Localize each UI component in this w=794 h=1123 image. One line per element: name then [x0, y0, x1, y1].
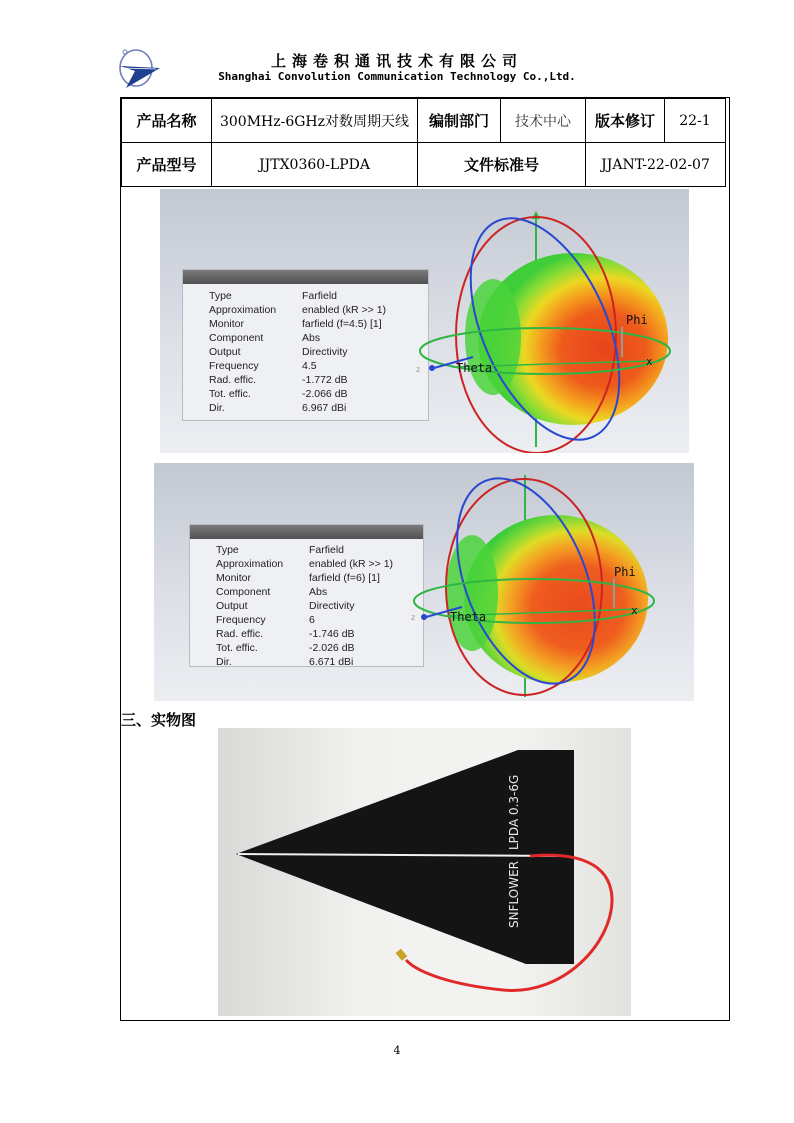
product-photo [218, 728, 631, 1016]
product-model-value: JJTX0360-LPDA [212, 143, 418, 187]
radiation-pattern-3d [160, 189, 689, 453]
company-name-en: Shanghai Convolution Communication Technology Co.,Ltd. [218, 70, 576, 83]
antenna-model-text: LPDA 0.3-6G [507, 774, 521, 850]
info-key: Rad. effic. [216, 628, 264, 640]
table-row [122, 143, 726, 187]
revision-value: 22-1 [665, 99, 726, 143]
info-key: Output [209, 346, 241, 358]
info-value: Farfield [309, 544, 345, 556]
info-key: Monitor [216, 572, 252, 584]
info-value: farfield (f=4.5) [1] [302, 318, 382, 330]
product-name-label: 产品名称 [122, 99, 212, 143]
info-value: -1.746 dB [309, 628, 355, 640]
info-key: Type [209, 290, 232, 302]
product-name-value: 300MHz-6GHz对数周期天线 [212, 99, 418, 143]
doc-number-value: JJANT-22-02-07 [586, 143, 726, 187]
farfield-plot-6ghz [154, 463, 694, 701]
info-value: 6.671 dBi [309, 656, 354, 668]
dept-value: 技术中心 [501, 99, 586, 143]
product-info-table [121, 98, 726, 187]
phi-label: Phi [614, 565, 636, 579]
company-name-cn: 上海卷积通讯技术有限公司 [270, 52, 523, 70]
info-value: enabled (kR >> 1) [302, 304, 387, 316]
x-axis-label: x [631, 604, 638, 617]
info-key: Component [209, 332, 264, 344]
theta-label: Theta [456, 361, 493, 375]
info-value: Directivity [302, 346, 348, 358]
farfield-plot-4-5ghz [160, 189, 689, 453]
table-row [122, 99, 726, 143]
info-value: Directivity [309, 600, 355, 612]
product-model-label: 产品型号 [122, 143, 212, 187]
section-title: 三、实物图 [121, 711, 197, 729]
info-value: Abs [302, 332, 321, 344]
info-value: Farfield [302, 290, 338, 302]
info-value: 4.5 [302, 360, 317, 372]
info-key: Tot. effic. [216, 642, 258, 654]
info-value: -2.026 dB [309, 642, 355, 654]
info-value: -2.066 dB [302, 388, 348, 400]
info-key: Tot. effic. [209, 388, 251, 400]
info-key: Type [216, 544, 239, 556]
info-value: farfield (f=6) [1] [309, 572, 380, 584]
info-value: -1.772 dB [302, 374, 348, 386]
dept-label: 编制部门 [418, 99, 501, 143]
info-key: Frequency [216, 614, 266, 626]
info-value: 6.967 dBi [302, 402, 347, 414]
phi-label: Phi [626, 313, 648, 327]
info-value: Abs [309, 586, 328, 598]
info-key: Component [216, 586, 271, 598]
x-axis-label: x [646, 355, 653, 368]
page-number: 4 [393, 1044, 401, 1057]
antenna-brand-text: SNFLOWER [507, 861, 521, 928]
theta-label: Theta [450, 610, 487, 624]
lpda-antenna-illustration [218, 728, 631, 1016]
info-key: Output [216, 600, 248, 612]
info-value: enabled (kR >> 1) [309, 558, 394, 570]
info-key: Rad. effic. [209, 374, 257, 386]
info-key: Approximation [216, 558, 284, 570]
z-axis-label: z [411, 613, 416, 622]
revision-label: 版本修订 [586, 99, 665, 143]
z-axis-label: z [416, 365, 421, 374]
info-value: 6 [309, 614, 315, 626]
info-key: Approximation [209, 304, 277, 316]
doc-number-label: 文件标准号 [418, 143, 586, 187]
info-key: Frequency [209, 360, 259, 372]
info-key: Monitor [209, 318, 245, 330]
radiation-pattern-3d [154, 463, 694, 701]
info-key: Dir. [216, 656, 232, 668]
info-key: Dir. [209, 402, 225, 414]
